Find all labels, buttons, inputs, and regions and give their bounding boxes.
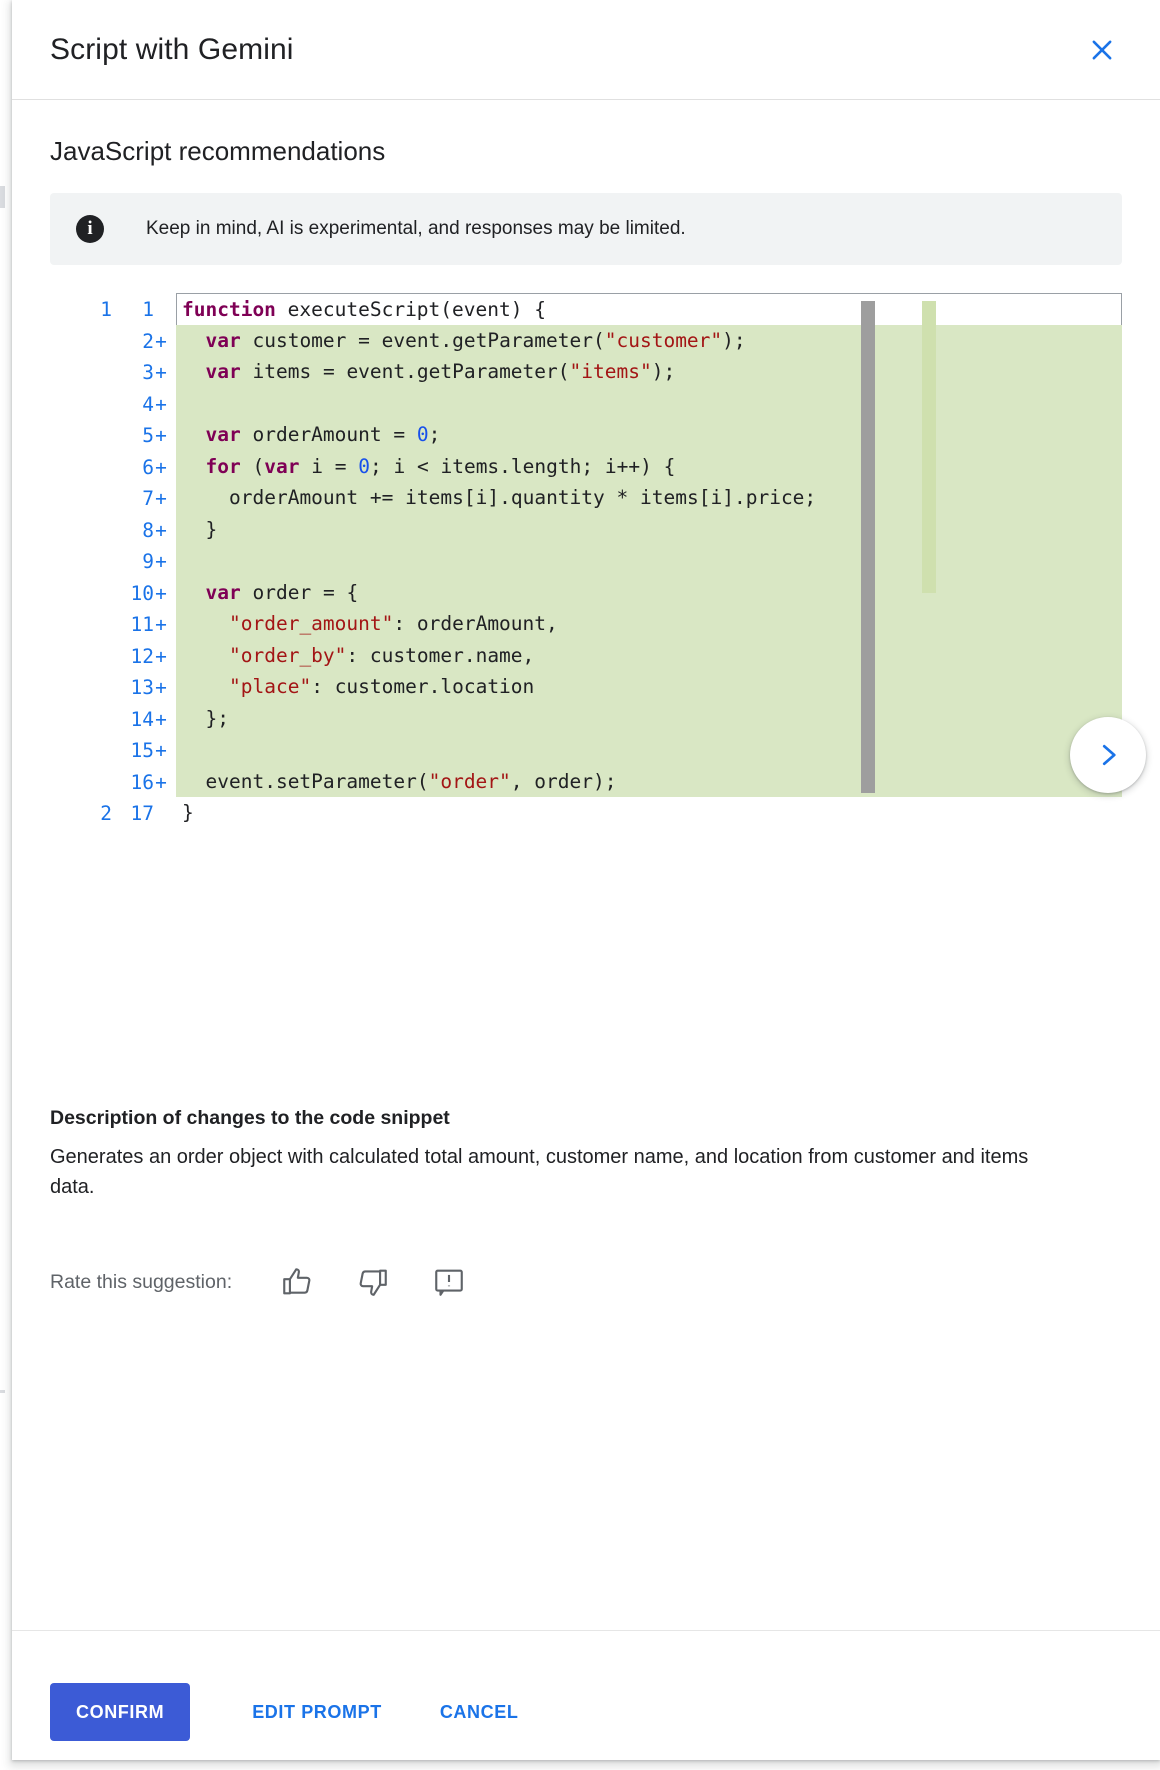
gutter-old-number — [50, 704, 112, 736]
gutter-new-number: 5+ — [142, 424, 167, 447]
gutter-old-number — [50, 515, 112, 547]
code-line: event.setParameter("order", order); — [176, 766, 1122, 798]
gutter-old-number — [50, 735, 112, 767]
gutter-new-number: 1 — [142, 298, 154, 321]
code-line: function executeScript(event) { — [176, 293, 1122, 325]
gutter-new-number: 11+ — [130, 613, 167, 636]
diff-overview-scrollbar[interactable] — [922, 301, 936, 593]
gutter-old-number — [50, 420, 112, 452]
code-line: var orderAmount = 0; — [176, 419, 1122, 451]
gutter-old-number — [50, 452, 112, 484]
thumb-up-icon[interactable] — [270, 1258, 324, 1306]
code-line: "order_by": customer.name, — [176, 640, 1122, 672]
thumb-down-icon[interactable] — [346, 1258, 400, 1306]
gutter-new-number: 15+ — [130, 739, 167, 762]
code-line: } — [176, 514, 1122, 546]
gutter-new-number: 3+ — [142, 361, 167, 384]
ai-disclaimer-banner — [50, 193, 1122, 265]
code-lines[interactable] — [168, 293, 1122, 1093]
gutter-new-number: 9+ — [142, 550, 167, 573]
gutter-old-number — [50, 609, 112, 641]
code-line: "order_amount": orderAmount, — [176, 608, 1122, 640]
code-line — [176, 545, 1122, 577]
rating-row — [50, 1258, 1122, 1306]
page-edge-fragment-bottom — [0, 1390, 5, 1393]
confirm-button[interactable]: CONFIRM — [50, 1683, 190, 1741]
code-line: var items = event.getParameter("items"); — [176, 356, 1122, 388]
cancel-button[interactable]: CANCEL — [422, 1683, 537, 1741]
gutter-new-number: 13+ — [130, 676, 167, 699]
code-line: for (var i = 0; i < items.length; i++) { — [176, 451, 1122, 483]
code-line — [176, 734, 1122, 766]
dialog-footer — [12, 1630, 1160, 1760]
gutter-new-number: 4+ — [142, 392, 167, 416]
section-title: JavaScript recommendations — [50, 136, 386, 166]
gutter-new-number: 16+ — [130, 770, 167, 794]
gutter-old-number — [50, 326, 112, 358]
code-line: } — [182, 801, 194, 824]
report-feedback-icon[interactable] — [422, 1258, 476, 1306]
description-body: Generates an order object with calculated total amount, customer name, and location from customer and items data. — [50, 1146, 1029, 1198]
gutter-new-number: 12+ — [130, 644, 167, 668]
dialog-title: Script with Gemini — [50, 32, 294, 66]
gutter-old-number: 2 — [100, 802, 112, 825]
gutter-old-number — [50, 546, 112, 578]
info-icon: i — [76, 215, 104, 243]
gutter-new-number: 8+ — [142, 518, 167, 542]
rating-label: Rate this suggestion: — [50, 1270, 233, 1293]
code-line: var customer = event.getParameter("customer"); — [176, 325, 1122, 357]
next-suggestion-button[interactable] — [1070, 717, 1146, 793]
gutter-new-line-numbers — [112, 293, 168, 1093]
gutter-old-line-numbers — [50, 293, 112, 1093]
dialog-header — [12, 0, 1160, 100]
code-line — [176, 388, 1122, 420]
gutter-new-number: 6+ — [142, 455, 167, 479]
code-diff-view[interactable] — [50, 293, 1122, 1093]
description-heading: Description of changes to the code snippet — [50, 1107, 450, 1129]
gutter-old-number — [50, 641, 112, 673]
gutter-new-number: 2+ — [142, 329, 167, 353]
gutter-old-number — [50, 767, 112, 799]
gutter-new-number: 17 — [130, 802, 154, 825]
ai-disclaimer-text: Keep in mind, AI is experimental, and responses may be limited. — [146, 218, 686, 239]
gutter-new-number: 10+ — [130, 581, 167, 605]
code-vertical-scrollbar[interactable] — [861, 301, 875, 793]
dialog-body — [12, 100, 1160, 1630]
code-line: "place": customer.location — [176, 671, 1122, 703]
script-with-gemini-dialog — [12, 0, 1160, 1760]
code-line: var order = { — [176, 577, 1122, 609]
code-diff-wrapper — [50, 293, 1122, 1093]
gutter-old-number — [50, 389, 112, 421]
gutter-old-number: 1 — [100, 298, 112, 321]
gutter-old-number — [50, 483, 112, 515]
edit-prompt-button[interactable]: EDIT PROMPT — [234, 1683, 400, 1741]
gutter-old-number — [50, 357, 112, 389]
page-edge-fragment-top — [0, 186, 5, 208]
code-line: }; — [176, 703, 1122, 735]
gutter-old-number — [50, 672, 112, 704]
gutter-old-number — [50, 578, 112, 610]
close-icon[interactable] — [1082, 30, 1122, 70]
code-line: orderAmount += items[i].quantity * items[i].price; — [176, 482, 1122, 514]
gutter-new-number: 14+ — [130, 707, 167, 731]
gutter-new-number: 7+ — [142, 487, 167, 510]
